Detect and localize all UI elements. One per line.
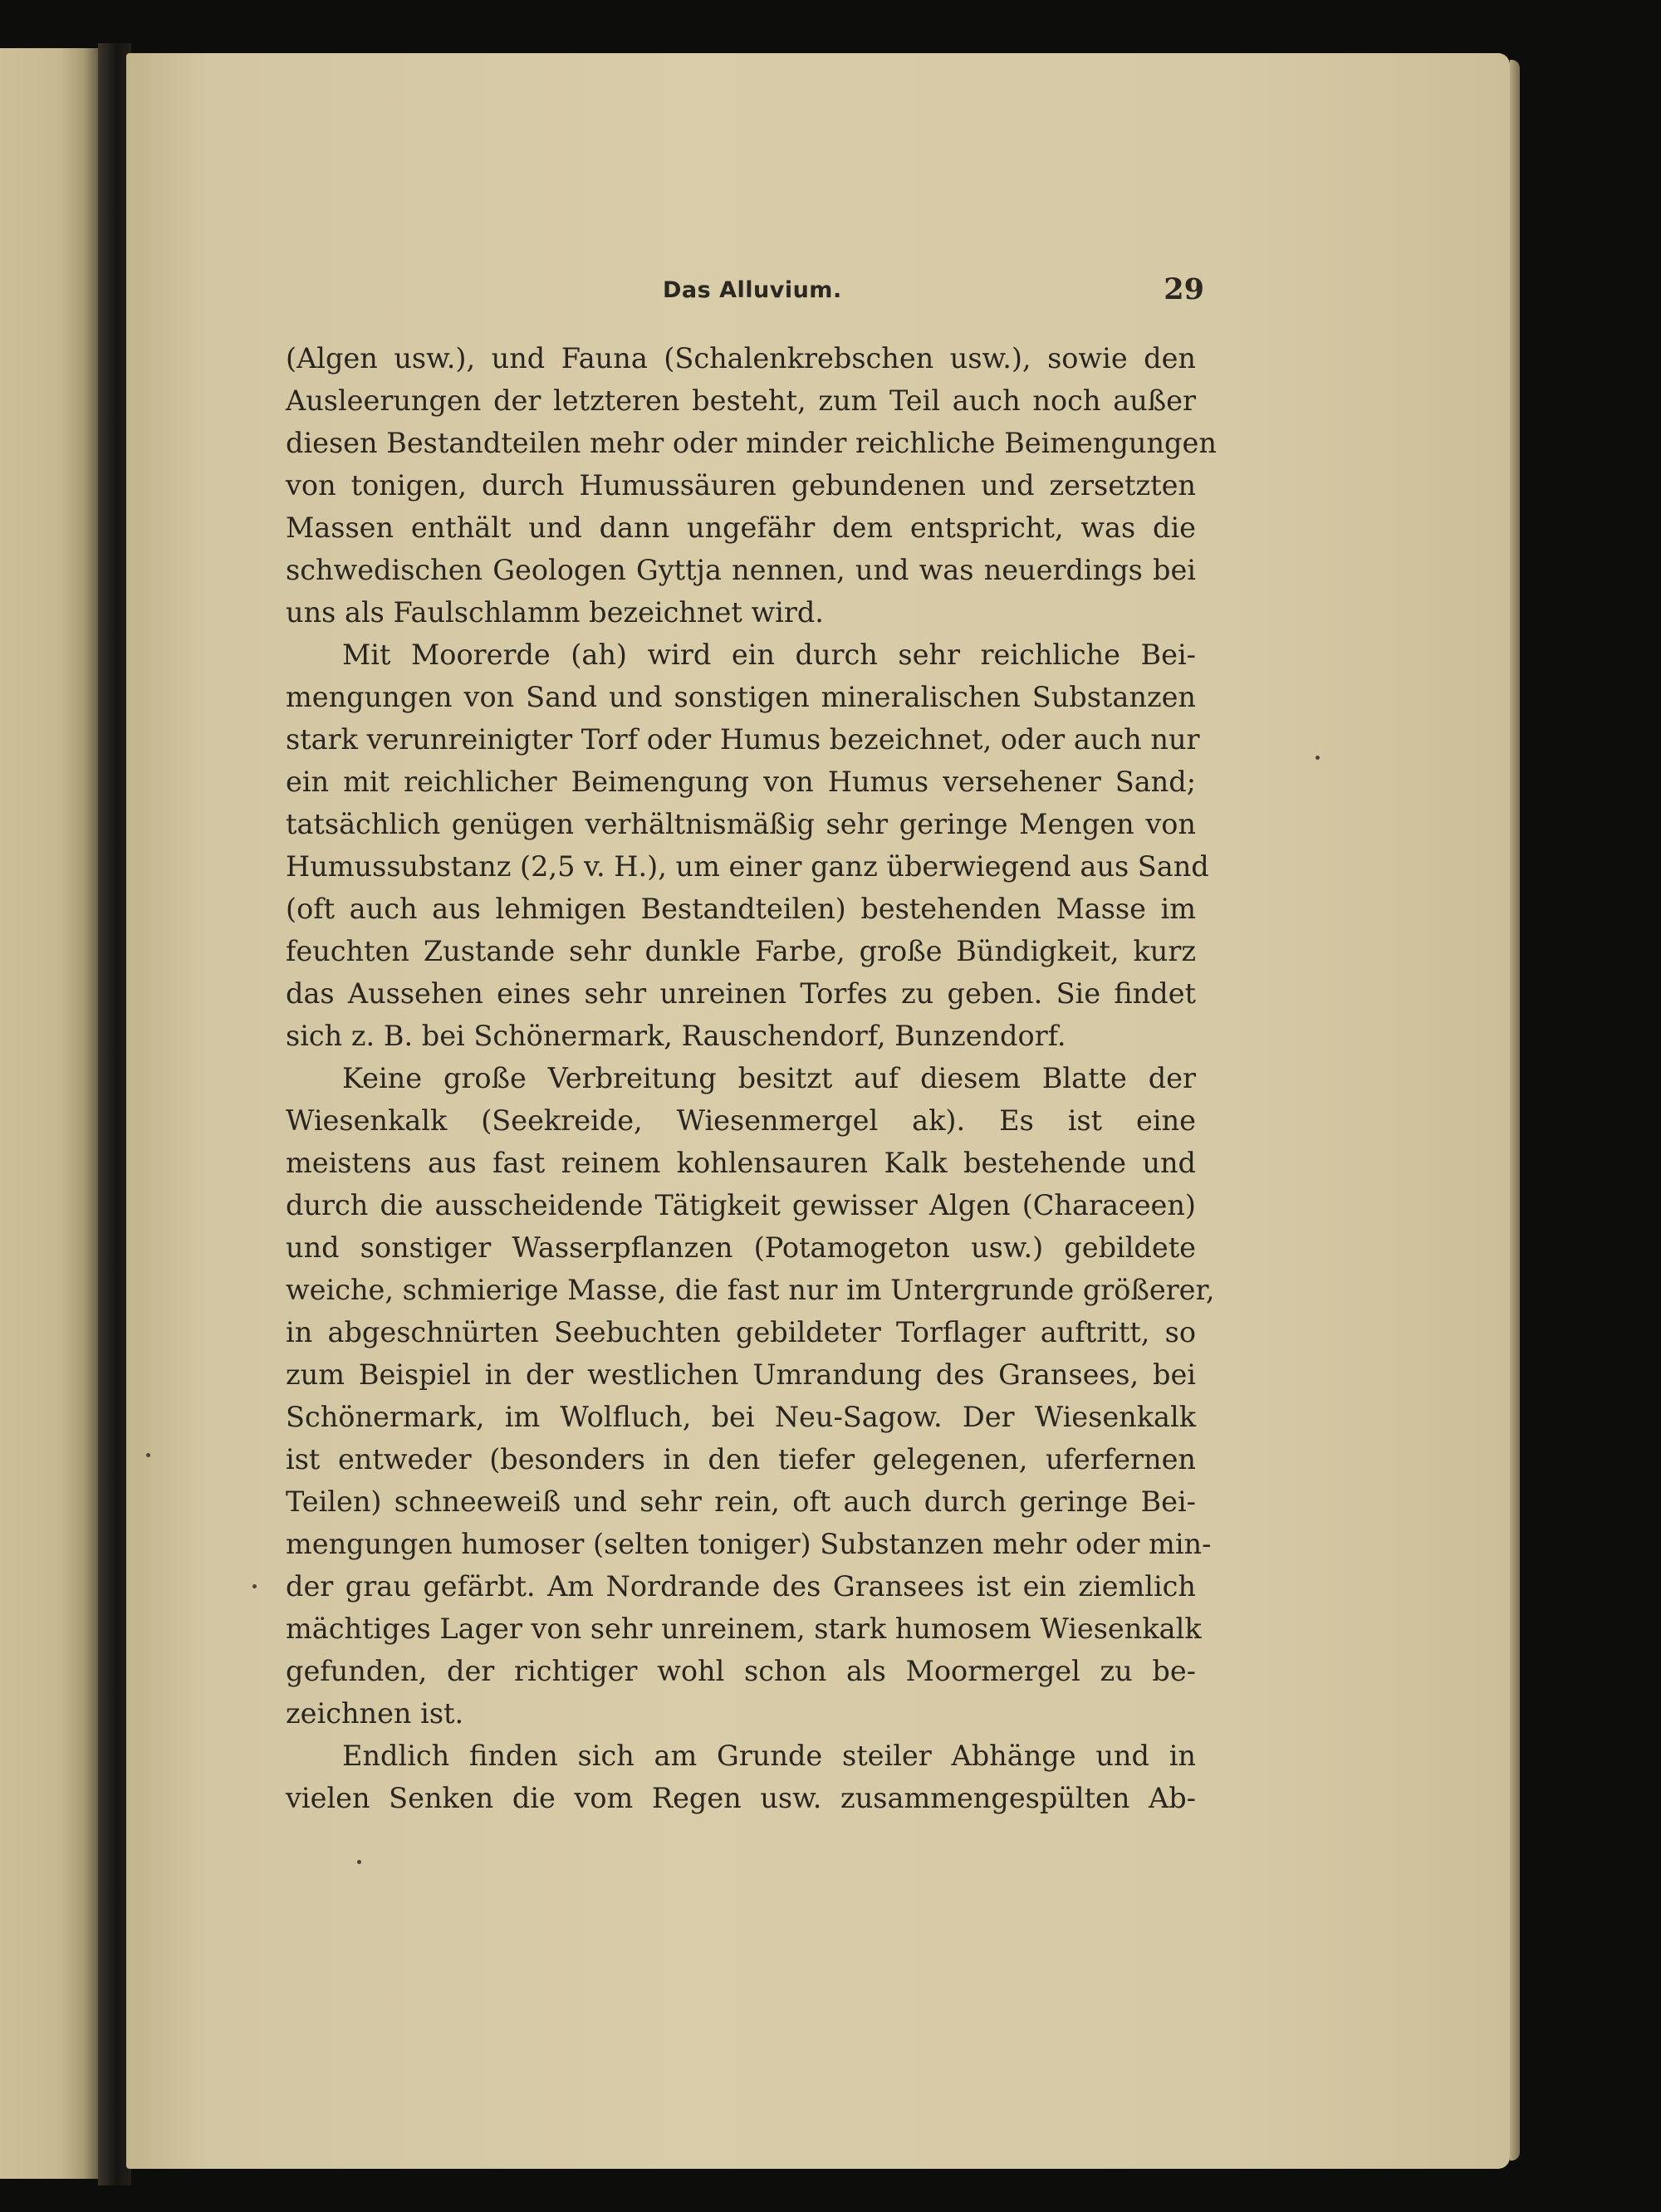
text-line: durch die ausscheidende Tätigkeit gewisser Algen (Characeen) xyxy=(286,1189,1196,1221)
text-line: Mit Moorerde (ah) wird ein durch sehr reichliche Bei- xyxy=(342,639,1196,671)
text-line: schwedischen Geologen Gyttja nennen, und was neuerdings bei xyxy=(286,554,1196,586)
paper-speck xyxy=(146,1453,150,1457)
text-line: feuchten Zustande sehr dunkle Farbe, große Bündigkeit, kurz xyxy=(286,935,1196,967)
text-line: mengungen humoser (selten toniger) Substanzen mehr oder min- xyxy=(286,1528,1212,1560)
text-line: sich z. B. bei Schönermark, Rauschendorf, Bunzendorf. xyxy=(286,1020,1066,1052)
text-line: meistens aus fast reinem kohlensauren Kalk bestehende und xyxy=(286,1147,1196,1179)
text-line: Teilen) schneeweiß und sehr rein, oft auch durch geringe Bei- xyxy=(286,1485,1196,1518)
text-line: Wiesenkalk (Seekreide, Wiesenmergel ak). Es ist eine xyxy=(286,1104,1196,1137)
left-page-edge xyxy=(0,48,98,2179)
text-line: Massen enthält und dann ungefähr dem entspricht, was die xyxy=(286,511,1196,544)
text-line: Schönermark, im Wolfluch, bei Neu-Sagow. Der Wiesenkalk xyxy=(286,1401,1196,1433)
running-head xyxy=(532,272,1204,311)
text-line: Humussubstanz (2,5 v. H.), um einer ganz überwiegend aus Sand xyxy=(286,850,1209,883)
text-line: gefunden, der richtiger wohl schon als Moormergel zu be- xyxy=(286,1655,1196,1687)
paper-speck xyxy=(357,1860,361,1864)
text-line: zeichnen ist. xyxy=(286,1697,464,1730)
text-line: in abgeschnürten Seebuchten gebildeter Torflager auftritt, so xyxy=(286,1316,1196,1348)
page-edge-shadow xyxy=(1510,60,1520,2161)
text-line: stark verunreinigter Torf oder Humus bezeichnet, oder auch nur xyxy=(286,723,1200,756)
paper-speck xyxy=(252,1584,257,1588)
page-number: 29 xyxy=(1164,272,1204,306)
text-line: ist entweder (besonders in den tiefer gelegenen, uferfernen xyxy=(286,1443,1196,1475)
text-line: uns als Faulschlamm bezeichnet wird. xyxy=(286,596,824,629)
paper-speck xyxy=(1316,756,1320,760)
text-line: tatsächlich genügen verhältnismäßig sehr geringe Mengen von xyxy=(286,808,1196,840)
text-line: von tonigen, durch Humussäuren gebundenen und zersetzten xyxy=(286,469,1196,502)
text-line: weiche, schmierige Masse, die fast nur im Untergrunde größerer, xyxy=(286,1274,1215,1306)
text-line: und sonstiger Wasserpflanzen (Potamogeton usw.) gebildete xyxy=(286,1231,1196,1264)
text-line: (oft auch aus lehmigen Bestandteilen) bestehenden Masse im xyxy=(286,893,1196,925)
text-line: zum Beispiel in der westlichen Umrandung des Gransees, bei xyxy=(286,1358,1196,1391)
text-line: diesen Bestandteilen mehr oder minder reichliche Beimengungen xyxy=(286,427,1217,459)
text-line: der grau gefärbt. Am Nordrande des Gransees ist ein ziemlich xyxy=(286,1570,1196,1603)
body-text xyxy=(286,337,1217,1819)
text-line: mächtiges Lager von sehr unreinem, stark humosem Wiesenkalk xyxy=(286,1613,1202,1645)
text-line: ein mit reichlicher Beimengung von Humus versehener Sand; xyxy=(286,766,1196,798)
text-line: Keine große Verbreitung besitzt auf diesem Blatte der xyxy=(342,1062,1196,1094)
text-line: vielen Senken die vom Regen usw. zusammengespülten Ab- xyxy=(286,1782,1196,1814)
running-title: Das Alluvium. xyxy=(663,277,842,303)
text-line: mengungen von Sand und sonstigen mineralischen Substanzen xyxy=(286,681,1196,713)
text-line: Endlich finden sich am Grunde steiler Abhänge und in xyxy=(342,1740,1196,1772)
text-line: Ausleerungen der letzteren besteht, zum Teil auch noch außer xyxy=(286,384,1196,417)
text-line: (Algen usw.), und Fauna (Schalenkrebschen usw.), sowie den xyxy=(286,342,1196,374)
text-line: das Aussehen eines sehr unreinen Torfes zu geben. Sie findet xyxy=(286,977,1196,1010)
